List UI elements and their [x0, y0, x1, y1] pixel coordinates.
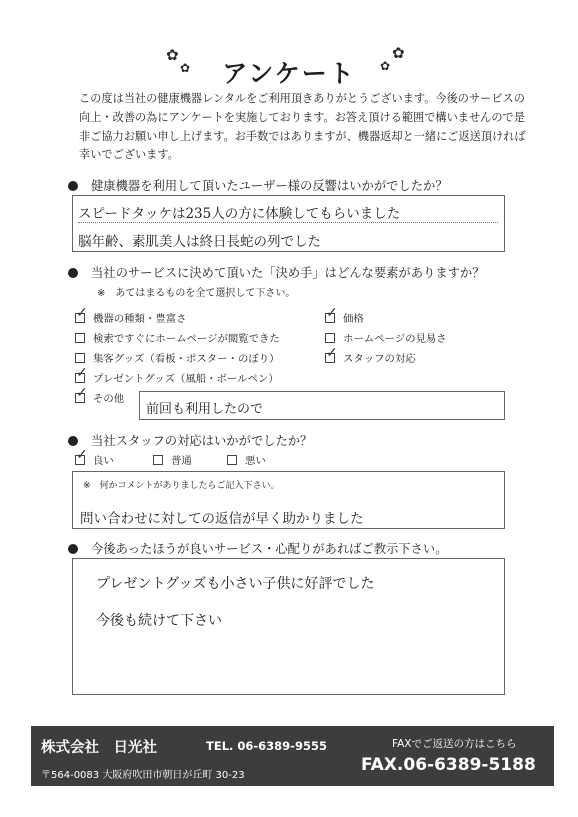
option-other[interactable] [75, 385, 125, 405]
question-1-text: 健康機器を利用して頂いたユーザー様の反響はいかがでしたか？ [91, 179, 448, 193]
intro-line: この度は当社の健康機器レンタルをご利用頂きありがとうございます。今後のサービスの [79, 92, 525, 105]
question-2-text: 当社のサービスに決めて頂いた「決め手」はどんな要素がありますか？ [91, 266, 485, 280]
answer-4-line: プレゼントグッズも小さい子供に好評でした [96, 576, 375, 592]
comment-answer: 問い合わせに対しての返信が早く助かりました [80, 511, 364, 527]
company-address: 〒564-0083 大阪府吹田市朝日が丘町 30-23 [41, 770, 245, 781]
comment-note: ※ 何かコメントがありましたらご記入下さい。 [83, 481, 280, 491]
question-3 [68, 431, 312, 449]
checkbox[interactable] [75, 365, 88, 383]
checkbox[interactable] [75, 385, 88, 403]
flower-icon: ✿ [180, 61, 191, 75]
flower-icon: ✿ [380, 59, 391, 73]
option-label: 検索ですぐにホームページが閲覧できた [93, 333, 280, 345]
flower-icon: ✿ [166, 46, 179, 64]
option-label: 悪い [245, 455, 266, 467]
intro-line: 非ご協力お願い申し上げます。お手数ではありますが、機器返却と一緒にご返送頂ければ [79, 129, 526, 143]
question-2 [68, 263, 485, 281]
checkbox[interactable] [75, 353, 85, 363]
check-mark-icon: ✓ [76, 305, 88, 321]
intro-line: 向上・改善の為にアンケートを実施しております。お答え頂ける範囲で構いませんので是 [79, 110, 525, 124]
question-3-text: 当社スタッフの対応はいかがでしたか？ [91, 434, 313, 448]
answer-1-line: 脳年齢、素肌美人は終日長蛇の列でした [78, 234, 321, 250]
option-label: 良い [93, 455, 114, 467]
option-label: プレゼントグッズ（風船・ボールペン） [93, 373, 279, 385]
checkbox[interactable] [75, 333, 85, 343]
intro-text [79, 90, 526, 165]
answer-4-line: 今後も続けて下さい [96, 613, 222, 629]
intro-line: 幸いでございます。 [79, 148, 179, 162]
company-name: 株式会社 日光社 [41, 740, 157, 756]
fax-note: FAXでご返送の方はこちら [392, 738, 517, 750]
option-label: 普通 [171, 455, 192, 467]
option-homepage-readability[interactable] [325, 330, 447, 345]
checkbox[interactable] [325, 333, 335, 343]
option-search-homepage[interactable] [75, 330, 280, 345]
check-mark-icon: ✓ [326, 305, 338, 321]
question-1 [68, 176, 448, 194]
bullet-icon [68, 436, 78, 446]
checkbox[interactable] [325, 305, 338, 323]
bullet-icon [68, 181, 78, 191]
checkbox[interactable] [325, 345, 338, 363]
option-label: ホームページの見易さ [343, 333, 447, 345]
question-4 [68, 539, 448, 557]
option-bad[interactable] [227, 452, 266, 467]
footer-bar [31, 726, 554, 786]
check-mark-icon: ✓ [76, 447, 88, 463]
option-label: 機器の種類・豊富さ [93, 313, 187, 325]
fax-number: FAX.06-6389-5188 [361, 755, 536, 775]
other-answer: 前回も利用したので [146, 402, 264, 417]
option-label: スタッフの対応 [343, 353, 416, 365]
option-equipment-variety[interactable] [75, 305, 187, 325]
checkbox[interactable] [75, 305, 88, 323]
phone-number: TEL. 06-6389-9555 [206, 739, 327, 753]
question-2-note: ※ あてはまるものを全て選択して下さい。 [97, 288, 296, 299]
option-average[interactable] [153, 452, 192, 467]
option-good[interactable] [75, 447, 114, 467]
check-mark-icon: ✓ [76, 385, 88, 401]
bullet-icon [68, 544, 78, 554]
option-present-goods[interactable] [75, 365, 279, 385]
option-label: 価格 [343, 313, 364, 325]
checkbox[interactable] [75, 447, 88, 465]
page-title: アンケート [222, 59, 356, 88]
option-price[interactable] [325, 305, 364, 325]
question-4-text: 今後あったほうが良いサービス・心配りがあればご教示下さい。 [91, 542, 448, 556]
option-promo-goods[interactable] [75, 350, 280, 365]
check-mark-icon: ✓ [76, 365, 88, 381]
option-label: その他 [93, 393, 125, 405]
bullet-icon [68, 268, 78, 278]
option-label: 集客グッズ（看板・ポスター・のぼり） [93, 353, 280, 365]
flower-icon: ✿ [392, 44, 405, 62]
option-staff-service[interactable] [325, 345, 416, 365]
checkbox[interactable] [227, 455, 237, 465]
check-mark-icon: ✓ [326, 345, 338, 361]
answer-1-line: スピードタッケは235人の方に体験してもらいました [78, 206, 401, 222]
checkbox[interactable] [153, 455, 163, 465]
